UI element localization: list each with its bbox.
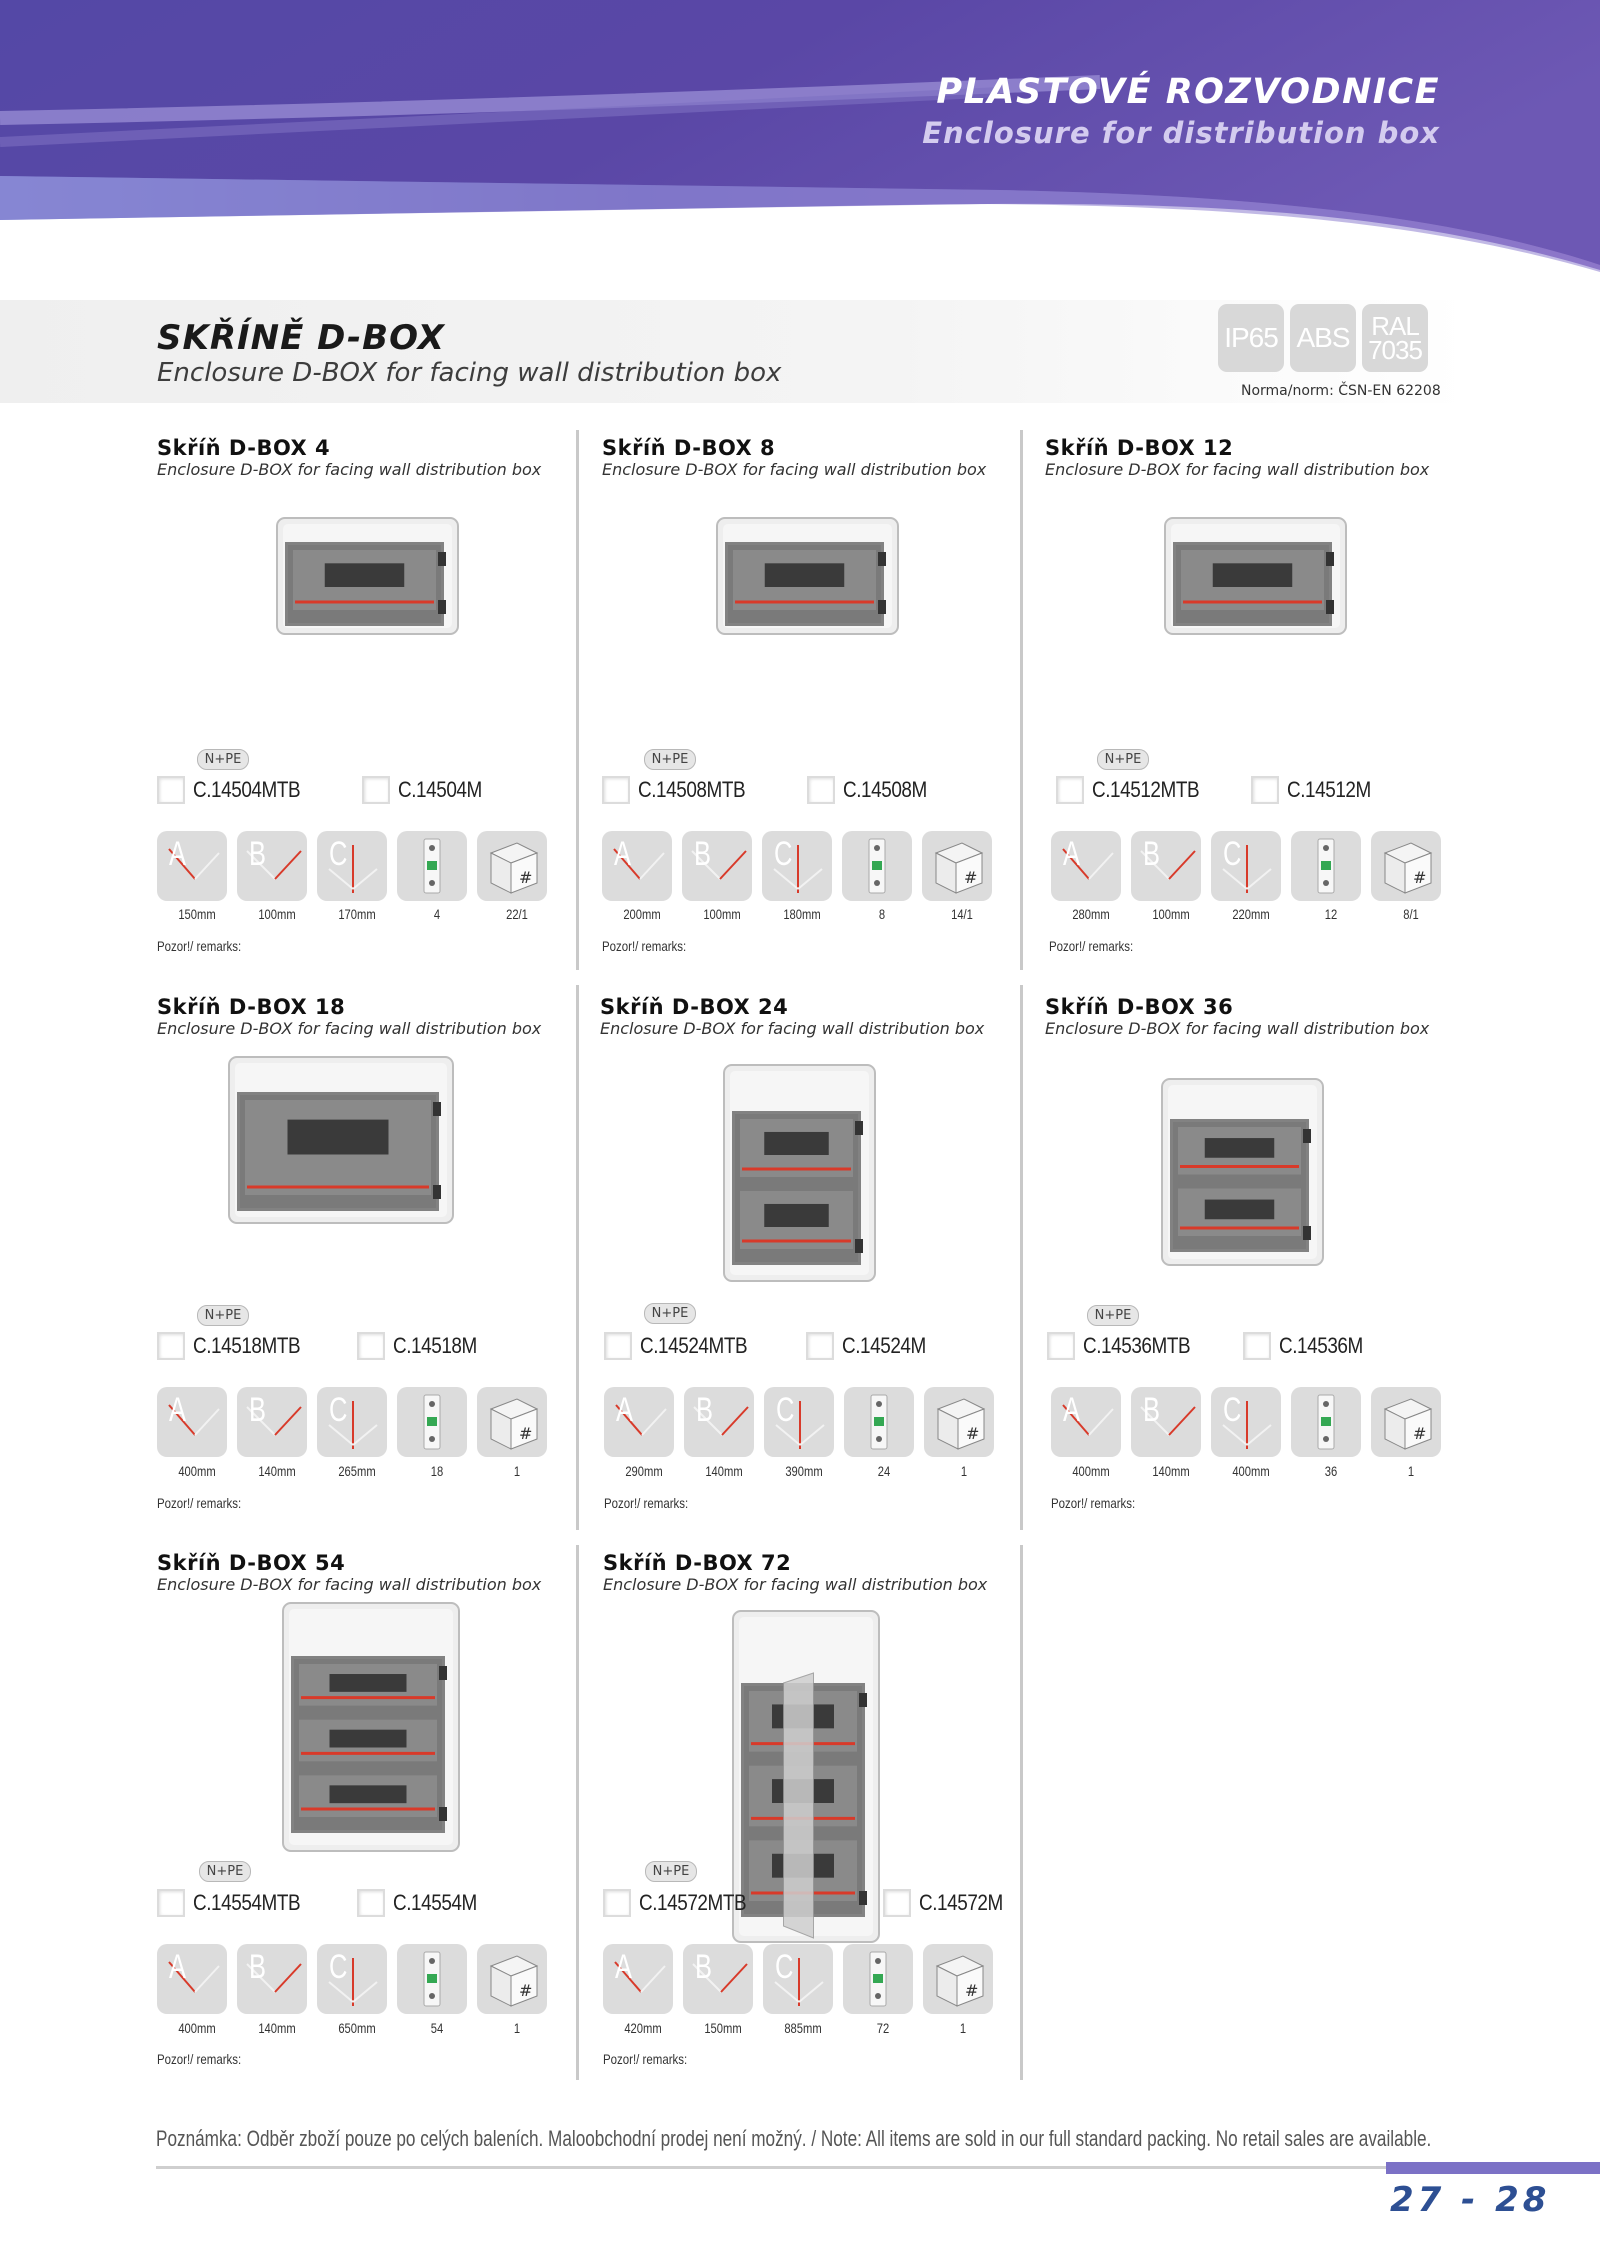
spec-icon-graphic: [1051, 1387, 1121, 1457]
abs-badge: ABS: [1290, 304, 1356, 372]
icon-letter: A: [616, 1391, 634, 1429]
product-subtitle: Enclosure D-BOX for facing wall distribution box: [1045, 460, 1430, 479]
spec-values: [157, 2020, 557, 2036]
code-checkbox[interactable]: [357, 1332, 385, 1360]
spec-icon-graphic: [843, 1944, 913, 2014]
modules-value: 72: [876, 2020, 890, 2036]
product-card: [157, 436, 597, 966]
width-value: 400mm: [1072, 1463, 1110, 1479]
product-code: C.14536MTB: [1083, 1333, 1191, 1358]
icon-letter: C: [774, 835, 793, 873]
package-box-icon: [922, 831, 992, 901]
product-image: [715, 516, 900, 636]
code-checkbox[interactable]: [157, 1889, 185, 1917]
spec-icon-graphic: [397, 831, 467, 901]
spec-icon-graphic: [237, 831, 307, 901]
width-value: 280mm: [1072, 906, 1110, 922]
code-checkbox[interactable]: [1056, 776, 1084, 804]
spec-icon-graphic: [924, 1387, 994, 1457]
product-image: [275, 516, 460, 636]
modules-value: 36: [1324, 1463, 1338, 1479]
spec-icons: [604, 1387, 994, 1457]
footer-accent-bar: [1386, 2162, 1600, 2174]
spec-icons: [1051, 831, 1441, 901]
remarks-label: Pozor!/ remarks:: [1051, 1495, 1136, 1511]
svg-text:#: #: [1413, 1424, 1427, 1443]
width-value: 290mm: [625, 1463, 663, 1479]
icon-letter: B: [696, 1391, 714, 1429]
spec-icon-graphic: [477, 1944, 547, 2014]
icon-letter: A: [169, 1391, 187, 1429]
code-checkbox[interactable]: [604, 1332, 632, 1360]
spec-icon-graphic: [764, 1387, 834, 1457]
depth-icon: [682, 831, 752, 901]
npe-badge: N+PE: [199, 1861, 251, 1882]
product-card: [1045, 436, 1485, 966]
module-breaker-icon: [1291, 831, 1361, 901]
module-breaker-icon: [397, 831, 467, 901]
package-box-icon: [923, 1944, 993, 2014]
spec-values: [157, 1463, 557, 1479]
icon-letter: C: [1223, 835, 1242, 873]
icon-letter: A: [614, 835, 632, 873]
spec-icon-graphic: [602, 831, 672, 901]
svg-text:#: #: [519, 1981, 533, 2000]
code-checkbox[interactable]: [157, 776, 185, 804]
spec-icon-graphic: [477, 831, 547, 901]
spec-icons: [603, 1944, 993, 2014]
icon-letter: A: [1063, 1391, 1081, 1429]
width-value: 400mm: [178, 2020, 216, 2036]
height-icon: [764, 1387, 834, 1457]
spec-icon-graphic: [1131, 831, 1201, 901]
icon-letter: C: [329, 1948, 348, 1986]
product-title: Skříň D-BOX 4: [157, 436, 331, 460]
depth-value: 100mm: [1152, 906, 1190, 922]
packing-value: 22/1: [506, 906, 528, 922]
height-icon: [317, 1944, 387, 2014]
ip65-badge: IP65: [1218, 304, 1284, 372]
npe-badge: N+PE: [1087, 1305, 1139, 1326]
spec-icon-graphic: [1051, 831, 1121, 901]
product-code: C.14524MTB: [640, 1333, 748, 1358]
norm-label: Norma/norm: ČSN-EN 62208: [1241, 383, 1441, 399]
spec-icon-graphic: [684, 1387, 754, 1457]
product-subtitle: Enclosure D-BOX for facing wall distribution box: [603, 1575, 988, 1594]
code-checkbox[interactable]: [602, 776, 630, 804]
spec-icon-graphic: [603, 1944, 673, 2014]
spec-icon-graphic: [683, 1944, 753, 2014]
width-icon: [157, 1944, 227, 2014]
svg-text:#: #: [519, 868, 533, 887]
height-icon: [1211, 831, 1281, 901]
product-code-option[interactable]: [807, 776, 941, 804]
packing-value: 1: [513, 1463, 521, 1479]
remarks-label: Pozor!/ remarks:: [603, 2051, 688, 2067]
packing-value: 1: [959, 2020, 967, 2036]
spec-icon-graphic: [604, 1387, 674, 1457]
packing-value: 14/1: [951, 906, 973, 922]
module-breaker-icon: [844, 1387, 914, 1457]
module-breaker-icon: [397, 1944, 467, 2014]
spec-icon-graphic: [762, 831, 832, 901]
width-icon: [603, 1944, 673, 2014]
product-code: C.14572MTB: [639, 1890, 747, 1915]
code-checkbox[interactable]: [806, 1332, 834, 1360]
width-value: 200mm: [623, 906, 661, 922]
icon-letter: B: [695, 1948, 713, 1986]
product-title: Skříň D-BOX 12: [1045, 436, 1234, 460]
product-title: Skříň D-BOX 24: [600, 995, 789, 1019]
code-checkbox[interactable]: [362, 776, 390, 804]
npe-badge: N+PE: [644, 1303, 696, 1324]
code-checkbox[interactable]: [883, 1889, 911, 1917]
product-code-option[interactable]: [1243, 1332, 1377, 1360]
width-value: 400mm: [178, 1463, 216, 1479]
product-code-option[interactable]: [883, 1889, 1017, 1917]
height-value: 400mm: [1232, 1463, 1270, 1479]
product-subtitle: Enclosure D-BOX for facing wall distribution box: [602, 460, 987, 479]
icon-letter: A: [615, 1948, 633, 1986]
product-code: C.14508MTB: [638, 777, 746, 802]
spec-icon-graphic: [1371, 831, 1441, 901]
section-title: SKŘÍNĚ D-BOX: [157, 318, 445, 358]
svg-text:#: #: [519, 1424, 533, 1443]
spec-icons: [602, 831, 992, 901]
spec-icon-graphic: [157, 1387, 227, 1457]
code-checkbox[interactable]: [157, 1332, 185, 1360]
width-icon: [602, 831, 672, 901]
depth-value: 140mm: [1152, 1463, 1190, 1479]
spec-icon-graphic: [237, 1944, 307, 2014]
product-code: C.14572M: [919, 1890, 1003, 1915]
package-box-icon: [477, 1944, 547, 2014]
npe-badge: N+PE: [197, 1305, 249, 1326]
product-title: Skříň D-BOX 36: [1045, 995, 1234, 1019]
svg-text:#: #: [966, 1424, 980, 1443]
product-code-option[interactable]: [602, 776, 763, 804]
product-code-option[interactable]: [1047, 1332, 1208, 1360]
width-icon: [1051, 1387, 1121, 1457]
modules-value: 8: [878, 906, 886, 922]
spec-icon-graphic: [157, 1944, 227, 2014]
icon-letter: A: [1063, 835, 1081, 873]
icon-letter: C: [776, 1391, 795, 1429]
spec-icon-graphic: [397, 1387, 467, 1457]
spec-values: [602, 906, 1002, 922]
height-value: 220mm: [1232, 906, 1270, 922]
icon-letter: C: [775, 1948, 794, 1986]
depth-value: 140mm: [258, 2020, 296, 2036]
spec-icons: [157, 1944, 547, 2014]
spec-icon-graphic: [1291, 831, 1361, 901]
spec-values: [1051, 1463, 1451, 1479]
icon-letter: A: [169, 1948, 187, 1986]
spec-icons: [157, 1387, 547, 1457]
icon-letter: A: [169, 835, 187, 873]
width-value: 420mm: [624, 2020, 662, 2036]
product-code: C.14512MTB: [1092, 777, 1200, 802]
module-breaker-icon: [843, 1944, 913, 2014]
code-checkbox[interactable]: [357, 1889, 385, 1917]
spec-icon-graphic: [1371, 1387, 1441, 1457]
product-code-option[interactable]: [157, 1332, 318, 1360]
height-icon: [1211, 1387, 1281, 1457]
height-value: 265mm: [338, 1463, 376, 1479]
product-code: C.14518MTB: [193, 1333, 301, 1358]
packing-value: 1: [513, 2020, 521, 2036]
code-checkbox[interactable]: [807, 776, 835, 804]
product-code: C.14512M: [1287, 777, 1371, 802]
product-code-option[interactable]: [1251, 776, 1385, 804]
depth-icon: [1131, 831, 1201, 901]
remarks-label: Pozor!/ remarks:: [604, 1495, 689, 1511]
spec-icon-graphic: [397, 1944, 467, 2014]
product-subtitle: Enclosure D-BOX for facing wall distribution box: [157, 1575, 542, 1594]
height-icon: [762, 831, 832, 901]
spec-icon-graphic: [317, 1944, 387, 2014]
product-subtitle: Enclosure D-BOX for facing wall distribution box: [157, 1019, 542, 1038]
width-icon: [157, 1387, 227, 1457]
footer-divider: [156, 2166, 1386, 2169]
icon-letter: B: [249, 1391, 267, 1429]
section-subtitle: Enclosure D-BOX for facing wall distribution box: [157, 358, 782, 388]
depth-icon: [237, 1387, 307, 1457]
depth-value: 140mm: [705, 1463, 743, 1479]
remarks-label: Pozor!/ remarks:: [602, 938, 687, 954]
spec-icon-graphic: [923, 1944, 993, 2014]
product-code-option[interactable]: [1056, 776, 1217, 804]
product-card: [602, 436, 1042, 966]
spec-icon-graphic: [1131, 1387, 1201, 1457]
spec-icon-graphic: [763, 1944, 833, 2014]
spec-icon-graphic: [317, 831, 387, 901]
width-icon: [604, 1387, 674, 1457]
packing-value: 1: [1407, 1463, 1415, 1479]
modules-value: 54: [430, 2020, 444, 2036]
product-code-option[interactable]: [157, 776, 318, 804]
product-image: [281, 1601, 461, 1853]
icon-letter: B: [249, 835, 267, 873]
remarks-label: Pozor!/ remarks:: [1049, 938, 1134, 954]
npe-badge: N+PE: [645, 1861, 697, 1882]
product-code-option[interactable]: [157, 1889, 318, 1917]
depth-icon: [237, 831, 307, 901]
code-checkbox[interactable]: [1243, 1332, 1271, 1360]
spec-icon-graphic: [1291, 1387, 1361, 1457]
rating-badges: [1218, 304, 1428, 372]
icon-letter: C: [1223, 1391, 1242, 1429]
product-code: C.14554M: [393, 1890, 477, 1915]
spec-icon-graphic: [682, 831, 752, 901]
height-value: 180mm: [783, 906, 821, 922]
product-code-option[interactable]: [603, 1889, 764, 1917]
modules-value: 24: [877, 1463, 891, 1479]
package-box-icon: [924, 1387, 994, 1457]
ral-badge: RAL 7035: [1362, 304, 1428, 372]
packing-value: 1: [960, 1463, 968, 1479]
product-subtitle: Enclosure D-BOX for facing wall distribution box: [600, 1019, 985, 1038]
product-card: [157, 995, 597, 1525]
package-box-icon: [1371, 1387, 1441, 1457]
spec-values: [603, 2020, 1003, 2036]
width-icon: [1051, 831, 1121, 901]
product-title: Skříň D-BOX 18: [157, 995, 346, 1019]
height-icon: [317, 831, 387, 901]
product-card: [600, 995, 1040, 1525]
code-checkbox[interactable]: [1047, 1332, 1075, 1360]
svg-text:#: #: [965, 1981, 979, 2000]
icon-letter: B: [1143, 1391, 1161, 1429]
product-code: C.14518M: [393, 1333, 477, 1358]
icon-letter: C: [329, 835, 348, 873]
package-box-icon: [477, 831, 547, 901]
icon-letter: B: [694, 835, 712, 873]
spec-icon-graphic: [317, 1387, 387, 1457]
spec-icons: [157, 831, 547, 901]
depth-value: 150mm: [704, 2020, 742, 2036]
width-value: 150mm: [178, 906, 216, 922]
svg-text:#: #: [964, 868, 978, 887]
modules-value: 4: [433, 906, 441, 922]
product-image: [1160, 1077, 1325, 1267]
product-code-option[interactable]: [357, 1889, 491, 1917]
height-value: 885mm: [784, 2020, 822, 2036]
product-title: Skříň D-BOX 72: [603, 1551, 792, 1575]
height-value: 650mm: [338, 2020, 376, 2036]
modules-value: 12: [1324, 906, 1338, 922]
product-code-option[interactable]: [604, 1332, 765, 1360]
height-icon: [763, 1944, 833, 2014]
depth-value: 100mm: [258, 906, 296, 922]
module-breaker-icon: [397, 1387, 467, 1457]
product-card: [603, 1551, 1043, 2081]
spec-icon-graphic: [237, 1387, 307, 1457]
spec-icons: [1051, 1387, 1441, 1457]
product-title: Skříň D-BOX 8: [602, 436, 776, 460]
npe-badge: N+PE: [197, 749, 249, 770]
height-value: 170mm: [338, 906, 376, 922]
depth-icon: [683, 1944, 753, 2014]
spec-icon-graphic: [922, 831, 992, 901]
npe-badge: N+PE: [644, 749, 696, 770]
product-title: Skříň D-BOX 54: [157, 1551, 346, 1575]
product-image: [722, 1063, 877, 1283]
product-code: C.14536M: [1279, 1333, 1363, 1358]
package-box-icon: [477, 1387, 547, 1457]
depth-value: 100mm: [703, 906, 741, 922]
product-code: C.14524M: [842, 1333, 926, 1358]
spec-values: [157, 906, 557, 922]
product-code-option[interactable]: [362, 776, 496, 804]
height-icon: [317, 1387, 387, 1457]
footer-note: Poznámka: Odběr zboží pouze po celých baleních. Maloobchodní prodej není možný. / Note: All items are sold in our full standard packing. No retail sales are available.: [156, 2126, 1432, 2151]
spec-icon-graphic: [844, 1387, 914, 1457]
page-number: 27 - 28: [1390, 2180, 1551, 2220]
remarks-label: Pozor!/ remarks:: [157, 938, 242, 954]
header-title: PLASTOVÉ ROZVODNICE: [936, 72, 1440, 112]
icon-letter: C: [329, 1391, 348, 1429]
packing-value: 8/1: [1403, 906, 1419, 922]
remarks-label: Pozor!/ remarks:: [157, 2051, 242, 2067]
modules-value: 18: [430, 1463, 444, 1479]
depth-icon: [1131, 1387, 1201, 1457]
spec-values: [1051, 906, 1451, 922]
spec-icon-graphic: [477, 1387, 547, 1457]
code-checkbox[interactable]: [1251, 776, 1279, 804]
product-subtitle: Enclosure D-BOX for facing wall distribution box: [157, 460, 542, 479]
height-value: 390mm: [785, 1463, 823, 1479]
product-image: [1163, 516, 1348, 636]
module-breaker-icon: [842, 831, 912, 901]
icon-letter: B: [249, 1948, 267, 1986]
icon-letter: B: [1143, 835, 1161, 873]
spec-icon-graphic: [1211, 1387, 1281, 1457]
product-code: C.14504MTB: [193, 777, 301, 802]
header-subtitle: Enclosure for distribution box: [922, 116, 1440, 150]
spec-icon-graphic: [842, 831, 912, 901]
depth-value: 140mm: [258, 1463, 296, 1479]
svg-text:#: #: [1413, 868, 1427, 887]
product-card: [1045, 995, 1485, 1525]
code-checkbox[interactable]: [603, 1889, 631, 1917]
package-box-icon: [1371, 831, 1441, 901]
product-image: [227, 1055, 455, 1225]
depth-icon: [237, 1944, 307, 2014]
product-code-option[interactable]: [357, 1332, 491, 1360]
product-code: C.14508M: [843, 777, 927, 802]
spec-icon-graphic: [157, 831, 227, 901]
product-subtitle: Enclosure D-BOX for facing wall distribution box: [1045, 1019, 1430, 1038]
product-code: C.14504M: [398, 777, 482, 802]
remarks-label: Pozor!/ remarks:: [157, 1495, 242, 1511]
width-icon: [157, 831, 227, 901]
npe-badge: N+PE: [1097, 749, 1149, 770]
spec-values: [604, 1463, 1004, 1479]
product-code-option[interactable]: [806, 1332, 940, 1360]
module-breaker-icon: [1291, 1387, 1361, 1457]
spec-icon-graphic: [1211, 831, 1281, 901]
product-card: [157, 1551, 597, 2081]
depth-icon: [684, 1387, 754, 1457]
product-code: C.14554MTB: [193, 1890, 301, 1915]
